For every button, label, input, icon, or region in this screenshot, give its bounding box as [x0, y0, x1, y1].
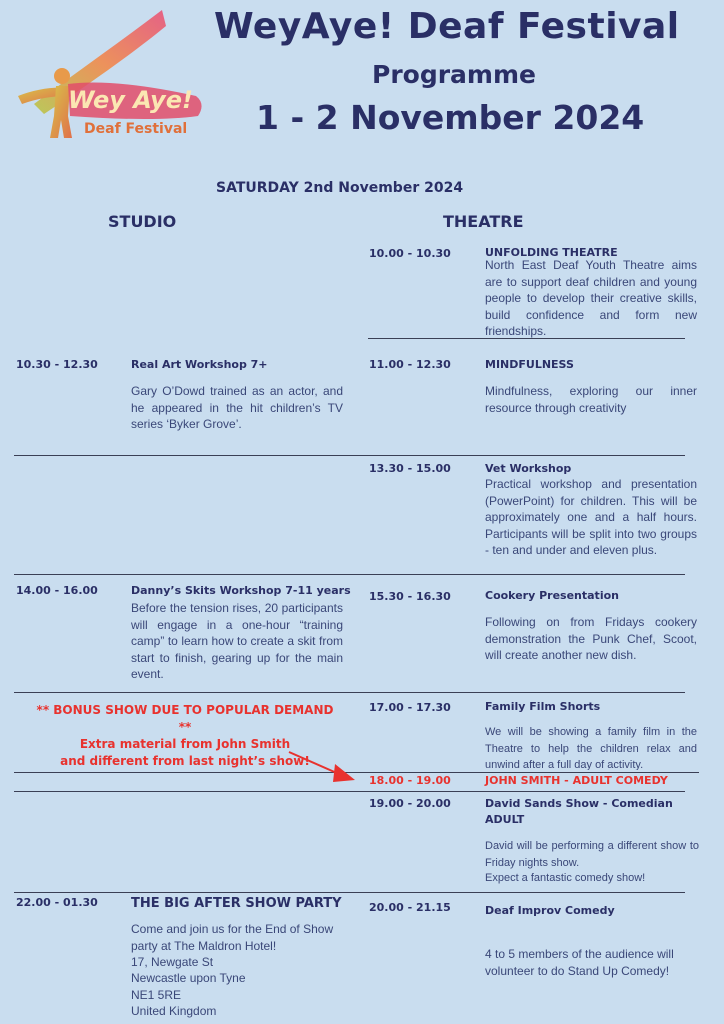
theatre-event-title: Family Film Shorts [485, 700, 601, 713]
theatre-event-title: Deaf Improv Comedy [485, 904, 615, 917]
studio-address-line: United Kingdom [131, 1004, 217, 1018]
studio-address-line: NE1 5RE [131, 988, 182, 1002]
studio-address-line: 17, Newgate St [131, 955, 214, 969]
theatre-event-desc: We will be showing a family film in the Theatre to help the children relax and unwind after a full day of activity. [485, 726, 697, 770]
theatre-time: 19.00 - 20.00 [369, 797, 451, 810]
festival-dates: 1 - 2 November 2024 [256, 98, 645, 137]
divider [14, 791, 685, 792]
theatre-event-title: David Sands Show - Comedian [485, 797, 673, 810]
festival-logo [14, 4, 210, 144]
theatre-event-desc: North East Deaf Youth Theatre aims are to support deaf children and young people to develop their creative skills, build confidence and form new friendships. [485, 258, 697, 338]
day-heading: SATURDAY 2nd November 2024 [216, 180, 464, 196]
studio-event-title: THE BIG AFTER SHOW PARTY [131, 896, 342, 911]
theatre-heading: THEATRE [443, 212, 524, 231]
theatre-time: 20.00 - 21.15 [369, 901, 451, 914]
theatre-event-tag: ADULT [485, 813, 525, 826]
arrow-icon [285, 748, 365, 788]
studio-time: 22.00 - 01.30 [16, 896, 98, 909]
bonus-line: and different from last night’s show! [60, 754, 310, 768]
studio-event-desc: Come and join us for the End of Show party at The Maldron Hotel! [131, 922, 334, 953]
theatre-time: 15.30 - 16.30 [369, 590, 451, 603]
page-title: WeyAye! Deaf Festival [214, 6, 680, 47]
theatre-time: 18.00 - 19.00 [369, 774, 451, 787]
studio-event-desc: Gary O’Dowd trained as an actor, and he appeared in the hit children’s TV series ‘Byker Grove’. [131, 384, 343, 431]
studio-time: 10.30 - 12.30 [16, 358, 98, 371]
divider [14, 892, 685, 893]
theatre-event-title: UNFOLDING THEATRE [485, 246, 618, 259]
studio-address-line: Newcastle upon Tyne [131, 971, 246, 985]
theatre-event-desc: Following on from Fridays cookery demonstration the Punk Chef, Scoot, will create another new dish. [485, 615, 697, 662]
divider [14, 455, 685, 456]
theatre-event-title: Vet Workshop [485, 462, 572, 475]
page-subtitle: Programme [372, 60, 536, 89]
theatre-event-desc: Expect a fantastic comedy show! [485, 872, 646, 884]
theatre-event-desc: Mindfulness, exploring our inner resource through creativity [485, 384, 697, 415]
studio-heading: STUDIO [108, 212, 177, 231]
theatre-event-desc: Practical workshop and presentation (PowerPoint) for children. This will be approximately one and a half hours. Participants will be split into two groups - ten and under and eleven plus. [485, 477, 697, 557]
studio-time: 14.00 - 16.00 [16, 584, 98, 597]
logo-subtext: Deaf Festival [84, 121, 188, 137]
studio-event-title: Real Art Workshop 7+ [131, 358, 268, 371]
theatre-event-title: JOHN SMITH - ADULT COMEDY [485, 774, 668, 787]
theatre-event-title: Cookery Presentation [485, 589, 619, 602]
theatre-time: 11.00 - 12.30 [369, 358, 451, 371]
divider [14, 574, 685, 575]
studio-event-desc: Before the tension rises, 20 participants will engage in a one-hour “training camp” to learn how to create a skit from start to finish, gearing up for the main event. [131, 601, 343, 681]
theatre-time: 13.30 - 15.00 [369, 462, 451, 475]
theatre-time: 17.00 - 17.30 [369, 701, 451, 714]
theatre-event-title: MINDFULNESS [485, 358, 574, 371]
theatre-event-desc: 4 to 5 members of the audience will volunteer to do Stand Up Comedy! [485, 947, 674, 978]
studio-event-title: Danny’s Skits Workshop 7-11 years [131, 584, 351, 597]
bonus-line: Extra material from John Smith [79, 737, 291, 751]
logo-wordmark: Wey Aye! [68, 86, 193, 114]
theatre-event-desc: David will be performing a different show to Friday nights show. [485, 840, 699, 869]
theatre-time: 10.00 - 10.30 [369, 247, 451, 260]
divider [368, 338, 685, 339]
bonus-line: ** BONUS SHOW DUE TO POPULAR DEMAND ** [36, 703, 334, 734]
divider [14, 692, 685, 693]
